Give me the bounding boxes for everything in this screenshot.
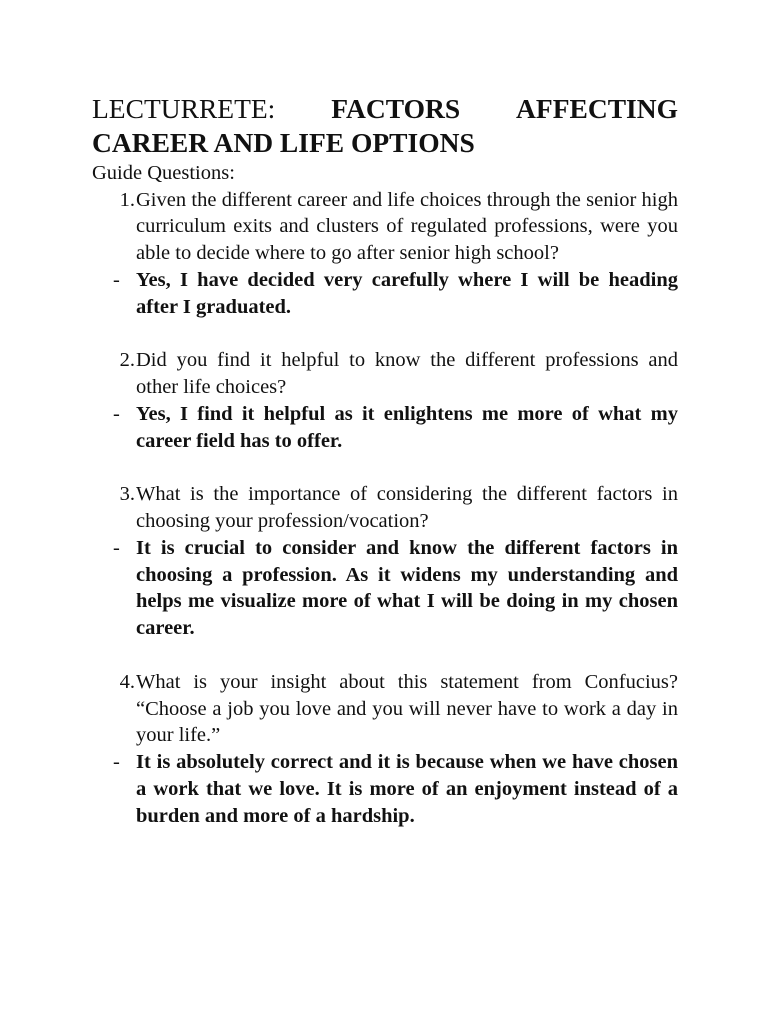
answer-text: It is absolutely correct and it is because when we have chosen a work that we love. It is more of an enjoyment instead of a burden and more of a hardship. — [136, 751, 678, 827]
question-number: 3. — [119, 483, 135, 506]
spacer — [92, 320, 678, 347]
answer-row — [92, 749, 678, 829]
question-item-2 — [92, 347, 678, 454]
question-text: Did you find it helpful to know the different professions and other life choices? — [136, 349, 678, 399]
answer-row — [92, 401, 678, 455]
question-number: 2. — [119, 349, 135, 372]
answer-row — [92, 267, 678, 321]
question-row — [92, 347, 678, 401]
question-row — [92, 481, 678, 535]
answer-text: Yes, I have decided very carefully where I will be heading after I graduated. — [136, 268, 678, 318]
spacer — [92, 454, 678, 481]
answer-row — [92, 535, 678, 642]
title-word-affecting: AFFECTING — [516, 93, 678, 124]
answer-dash: - — [113, 268, 120, 291]
question-text: What is the importance of considering the different factors in choosing your profession/vocation? — [136, 483, 678, 533]
answer-text: It is crucial to consider and know the different factors in choosing a profession. As it widens my understanding and helps me visualize more of what I will be doing in my chosen career. — [136, 536, 678, 640]
answer-dash: - — [113, 536, 120, 559]
title-line-2: CAREER AND LIFE OPTIONS — [92, 127, 475, 158]
document-title — [92, 92, 678, 126]
question-text: What is your insight about this statement from Confucius? “Choose a job you love and you will never have to work a day in your life.” — [136, 670, 678, 747]
answer-text: Yes, I find it helpful as it enlightens me more of what my career field has to offer. — [136, 402, 678, 452]
document-page — [92, 92, 678, 830]
title-word-factors: FACTORS — [331, 93, 461, 124]
question-item-1 — [92, 187, 678, 321]
answer-dash: - — [113, 751, 120, 774]
spacer — [92, 642, 678, 669]
question-row — [92, 187, 678, 267]
question-item-3 — [92, 481, 678, 642]
answer-dash: - — [113, 402, 120, 425]
title-prefix: LECTURRETE: — [92, 93, 276, 124]
guide-questions-label: Guide Questions: — [92, 162, 235, 184]
question-row — [92, 669, 678, 749]
question-text: Given the different career and life choices through the senior high curriculum exits and clusters of regulated professions, were you able to decide where to go after senior high school? — [136, 188, 678, 265]
question-item-4 — [92, 669, 678, 830]
question-number: 4. — [119, 670, 135, 693]
question-number: 1. — [119, 188, 135, 211]
